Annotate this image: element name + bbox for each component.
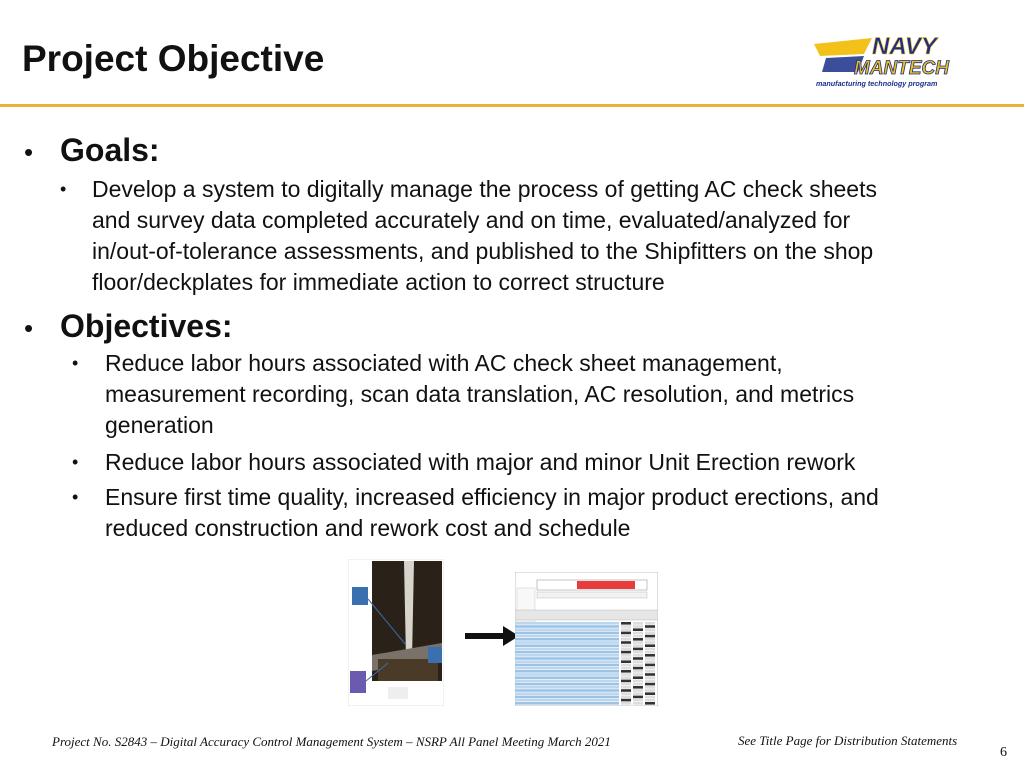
objective-item-3-line: reduced construction and rework cost and schedule: [105, 515, 631, 541]
logo-line1: NAVY: [872, 33, 937, 60]
objectives-heading: Objectives:: [60, 308, 233, 344]
sheet-status-cell: [645, 670, 655, 673]
sheet-status-cell: [633, 702, 643, 705]
sheet-status-cell: [645, 692, 655, 695]
sheet-status-cell: [645, 654, 655, 657]
sheet-row: [515, 657, 619, 660]
sheet-row: [515, 625, 619, 628]
sheet-status-cell: [633, 622, 643, 625]
sheet-status-cell: [645, 680, 655, 683]
sheet-status-cell: [621, 692, 631, 695]
arrow-shaft: [465, 633, 505, 639]
sheet-status-cell: [633, 660, 643, 663]
sheet-status-cell: [621, 689, 631, 692]
sheet-row: [515, 660, 619, 663]
sheet-status-cell: [633, 648, 643, 651]
sheet-status-cell: [621, 696, 631, 699]
objective-item-1-line: measurement recording, scan data translation, AC resolution, and metrics: [105, 381, 855, 407]
sheet-status-cell: [621, 648, 631, 651]
sheet-status-cell: [645, 660, 655, 663]
sheet-status-cell: [633, 673, 643, 676]
structure-photo-figure: [348, 559, 444, 706]
sheet-status-cell: [621, 641, 631, 644]
bullet-dot: •: [72, 487, 79, 507]
sheet-status-cell: [621, 670, 631, 673]
sheet-status-cell: [633, 667, 643, 670]
sheet-status-cell: [645, 667, 655, 670]
sheet-row: [515, 644, 619, 647]
sheet-row: [515, 622, 619, 625]
sheet-status-cell: [621, 657, 631, 660]
sheet-status-cell: [645, 686, 655, 689]
goal-item-1: [92, 174, 972, 298]
objective-item-3: [105, 482, 985, 544]
title-divider: [0, 104, 1024, 107]
sheet-status-cell: [633, 641, 643, 644]
bullet-dot: •: [72, 452, 79, 472]
sheet-status-cell: [645, 664, 655, 667]
goal-item-1-line: and survey data completed accurately and on time, evaluated/analyzed for: [92, 207, 851, 233]
sheet-status-cell: [621, 644, 631, 647]
objective-item-1: [105, 348, 985, 441]
goal-item-1-line: floor/deckplates for immediate action to correct structure: [92, 269, 665, 295]
sheet-status-cell: [645, 648, 655, 651]
sheet-row: [515, 670, 619, 673]
sheet-status-cell: [645, 673, 655, 676]
sheet-row: [515, 702, 619, 705]
bullet-dot: •: [24, 313, 34, 343]
sheet-status-cell: [633, 664, 643, 667]
sheet-row: [515, 635, 619, 638]
navy-mantech-logo: [812, 28, 988, 92]
sheet-status-cell: [645, 628, 655, 631]
sheet-status-cell: [633, 683, 643, 686]
sheet-status-cell: [645, 625, 655, 628]
sheet-status-cell: [621, 680, 631, 683]
photo-callout-1: [352, 587, 368, 605]
sheet-status-cell: [621, 622, 631, 625]
sheet-status-cell: [621, 699, 631, 702]
bullet-dot: •: [60, 179, 67, 199]
sheet-row: [515, 680, 619, 683]
sheet-status-cell: [633, 628, 643, 631]
sheet-status-cell: [645, 699, 655, 702]
sheet-row: [515, 632, 619, 635]
sheet-status-cell: [645, 657, 655, 660]
logo-wing-shape: [814, 38, 872, 56]
sheet-row: [515, 667, 619, 670]
sheet-row: [515, 664, 619, 667]
sheet-status-cell: [621, 628, 631, 631]
sheet-row: [515, 689, 619, 692]
sheet-subheader: [537, 592, 647, 598]
sheet-status-cell: [633, 638, 643, 641]
sheet-status-cell: [621, 673, 631, 676]
logo-line2: MANTECH: [854, 58, 949, 79]
logo-tagline: manufacturing technology program: [816, 79, 938, 88]
sheet-status-cell: [621, 683, 631, 686]
sheet-status-cell: [633, 692, 643, 695]
sheet-row: [515, 692, 619, 695]
sheet-status-cell: [621, 676, 631, 679]
photo-callout-3: [350, 671, 366, 693]
sheet-status-cell: [621, 660, 631, 663]
check-sheet-spreadsheet-figure: [515, 572, 658, 706]
sheet-status-cell: [633, 654, 643, 657]
sheet-status-cell: [633, 676, 643, 679]
sheet-red-band: [577, 581, 635, 589]
sheet-row: [515, 638, 619, 641]
sheet-status-cell: [621, 664, 631, 667]
sheet-status-cell: [633, 680, 643, 683]
page-title: Project Objective: [22, 38, 325, 79]
sheet-status-cell: [645, 635, 655, 638]
goals-heading: Goals:: [60, 132, 160, 168]
footer-project-info: Project No. S2843 – Digital Accuracy Control Management System – NSRP All Panel Meeting March 2021: [52, 734, 611, 749]
sheet-row: [515, 628, 619, 631]
objective-item-2-line: Reduce labor hours associated with major and minor Unit Erection rework: [105, 449, 856, 475]
sheet-status-cell: [621, 654, 631, 657]
sheet-status-cell: [633, 657, 643, 660]
sheet-status-cell: [645, 689, 655, 692]
sheet-status-cell: [621, 638, 631, 641]
sheet-row: [515, 699, 619, 702]
objective-item-3-line: Ensure first time quality, increased efficiency in major product erections, and: [105, 484, 879, 510]
sheet-status-cell: [645, 638, 655, 641]
sheet-status-cell: [621, 651, 631, 654]
goal-item-1-line: Develop a system to digitally manage the process of getting AC check sheets: [92, 176, 877, 202]
sheet-status-cell: [645, 622, 655, 625]
sheet-row: [515, 683, 619, 686]
sheet-status-cell: [645, 641, 655, 644]
sheet-status-cell: [633, 696, 643, 699]
sheet-status-cell: [633, 651, 643, 654]
sheet-row: [515, 676, 619, 679]
sheet-status-cell: [633, 632, 643, 635]
sheet-status-cell: [621, 625, 631, 628]
objective-item-1-line: Reduce labor hours associated with AC check sheet management,: [105, 350, 783, 376]
goal-item-1-line: in/out-of-tolerance assessments, and published to the Shipfitters on the shop: [92, 238, 874, 264]
sheet-status-cell: [621, 632, 631, 635]
sheet-row: [515, 673, 619, 676]
bullet-dot: •: [72, 353, 79, 373]
sheet-status-cell: [633, 625, 643, 628]
sheet-row: [515, 651, 619, 654]
sheet-column-header: [515, 610, 658, 620]
sheet-status-cell: [621, 667, 631, 670]
footer-distribution: See Title Page for Distribution Statements: [738, 733, 958, 748]
sheet-status-cell: [645, 683, 655, 686]
sheet-row: [515, 696, 619, 699]
objective-item-1-line: generation: [105, 412, 214, 438]
sheet-status-cell: [621, 702, 631, 705]
bullet-dot: •: [24, 137, 34, 167]
arrow-right-icon: [465, 626, 519, 646]
sheet-row: [515, 648, 619, 651]
photo-caption-block: [388, 687, 408, 699]
sheet-status-cell: [621, 686, 631, 689]
sheet-status-cell: [633, 689, 643, 692]
sheet-status-cell: [633, 686, 643, 689]
sheet-status-cell: [645, 644, 655, 647]
sheet-row: [515, 641, 619, 644]
sheet-status-cell: [645, 676, 655, 679]
sheet-status-cell: [633, 635, 643, 638]
sheet-status-cell: [633, 670, 643, 673]
sheet-status-cell: [633, 644, 643, 647]
sheet-status-cell: [621, 635, 631, 638]
objective-item-2: [105, 447, 985, 478]
sheet-row: [515, 654, 619, 657]
sheet-status-cell: [645, 696, 655, 699]
sheet-status-cell: [633, 699, 643, 702]
page-number: 6: [1000, 745, 1007, 760]
sheet-row: [515, 686, 619, 689]
sheet-status-cell: [645, 651, 655, 654]
sheet-status-cell: [645, 702, 655, 705]
photo-callout-2: [428, 647, 442, 663]
sheet-status-cell: [645, 632, 655, 635]
